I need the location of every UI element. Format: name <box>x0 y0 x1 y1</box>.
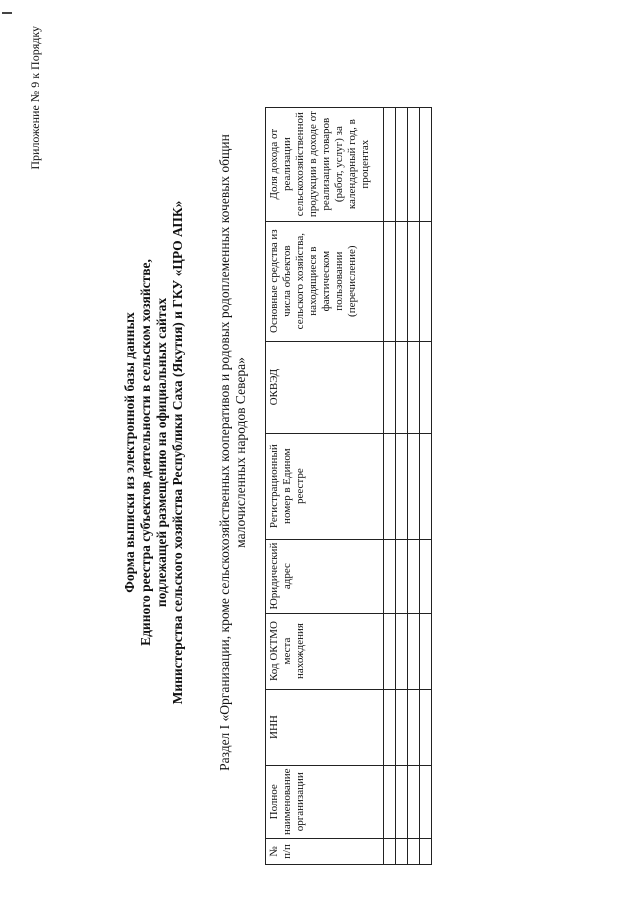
table-row <box>420 107 432 864</box>
table-cell <box>408 839 420 865</box>
table-cell <box>396 341 408 433</box>
table-cell <box>384 539 396 613</box>
table-cell <box>408 433 420 539</box>
table-cell <box>420 839 432 865</box>
title-line: Форма выписки из электронной базы данных <box>122 312 137 593</box>
section-line: Раздел I «Организации, кроме сельскохозяйственных кооперативов и родовых родоплеменных кочевых общин <box>217 134 232 771</box>
header-cell-name: Полное наименование организации <box>266 765 384 838</box>
table-cell <box>384 433 396 539</box>
header-cell-address: Юридический адрес <box>266 539 384 613</box>
table-body <box>384 107 432 864</box>
table-cell <box>420 689 432 765</box>
header-cell-assets: Основные средства из числа объектов сельского хозяйства, находящиеся в фактическом пользовании (перечисление) <box>266 221 384 341</box>
table-cell <box>396 689 408 765</box>
table-cell <box>384 613 396 689</box>
table-cell <box>420 107 432 221</box>
table-cell <box>420 765 432 838</box>
table-row <box>384 107 396 864</box>
section-heading <box>217 0 249 905</box>
table-cell <box>396 765 408 838</box>
table-row <box>396 107 408 864</box>
table-cell <box>408 341 420 433</box>
table-cell <box>408 221 420 341</box>
registry-table <box>265 107 432 865</box>
annex-label: Приложение № 9 к Порядку <box>28 26 42 170</box>
table-row <box>408 107 420 864</box>
table-cell <box>420 341 432 433</box>
table-cell <box>408 539 420 613</box>
table-cell <box>420 221 432 341</box>
table-cell <box>384 221 396 341</box>
table-cell <box>396 613 408 689</box>
table-cell <box>396 221 408 341</box>
table-cell <box>408 689 420 765</box>
table-cell <box>420 539 432 613</box>
table-cell <box>396 539 408 613</box>
title-line: подлежащей размещению на официальных сайтах <box>154 297 169 608</box>
table-cell <box>420 613 432 689</box>
table-cell <box>384 341 396 433</box>
header-cell-income-share: Доля дохода от реализации сельскохозяйственной продукции в доходе от реализации товаров (работ, услуг) за календарный год, в процентах <box>266 107 384 221</box>
table-cell <box>396 839 408 865</box>
header-cell-oktmo: Код ОКТМО места нахождения <box>266 613 384 689</box>
header-cell-inn: ИНН <box>266 689 384 765</box>
section-line: малочисленных народов Севера» <box>233 357 248 548</box>
title-line: Единого реестра субъектов деятельности в сельском хозяйстве, <box>138 259 153 646</box>
header-cell-number: № п/п <box>266 839 384 865</box>
table-cell <box>408 765 420 838</box>
table-cell <box>384 839 396 865</box>
table-cell <box>384 765 396 838</box>
title-line: Министерства сельского хозяйства Республики Саха (Якутия) и ГКУ «ЦРО АПК» <box>170 200 185 705</box>
table-cell <box>408 613 420 689</box>
form-title <box>122 0 186 905</box>
table-cell <box>384 107 396 221</box>
table-cell <box>384 689 396 765</box>
header-cell-reg-number: Регистрационный номер в Едином реестре <box>266 433 384 539</box>
header-cell-okved: ОКВЭД <box>266 341 384 433</box>
table-cell <box>396 107 408 221</box>
table-cell <box>396 433 408 539</box>
table-cell <box>420 433 432 539</box>
table-cell <box>408 107 420 221</box>
header-row <box>266 107 384 864</box>
